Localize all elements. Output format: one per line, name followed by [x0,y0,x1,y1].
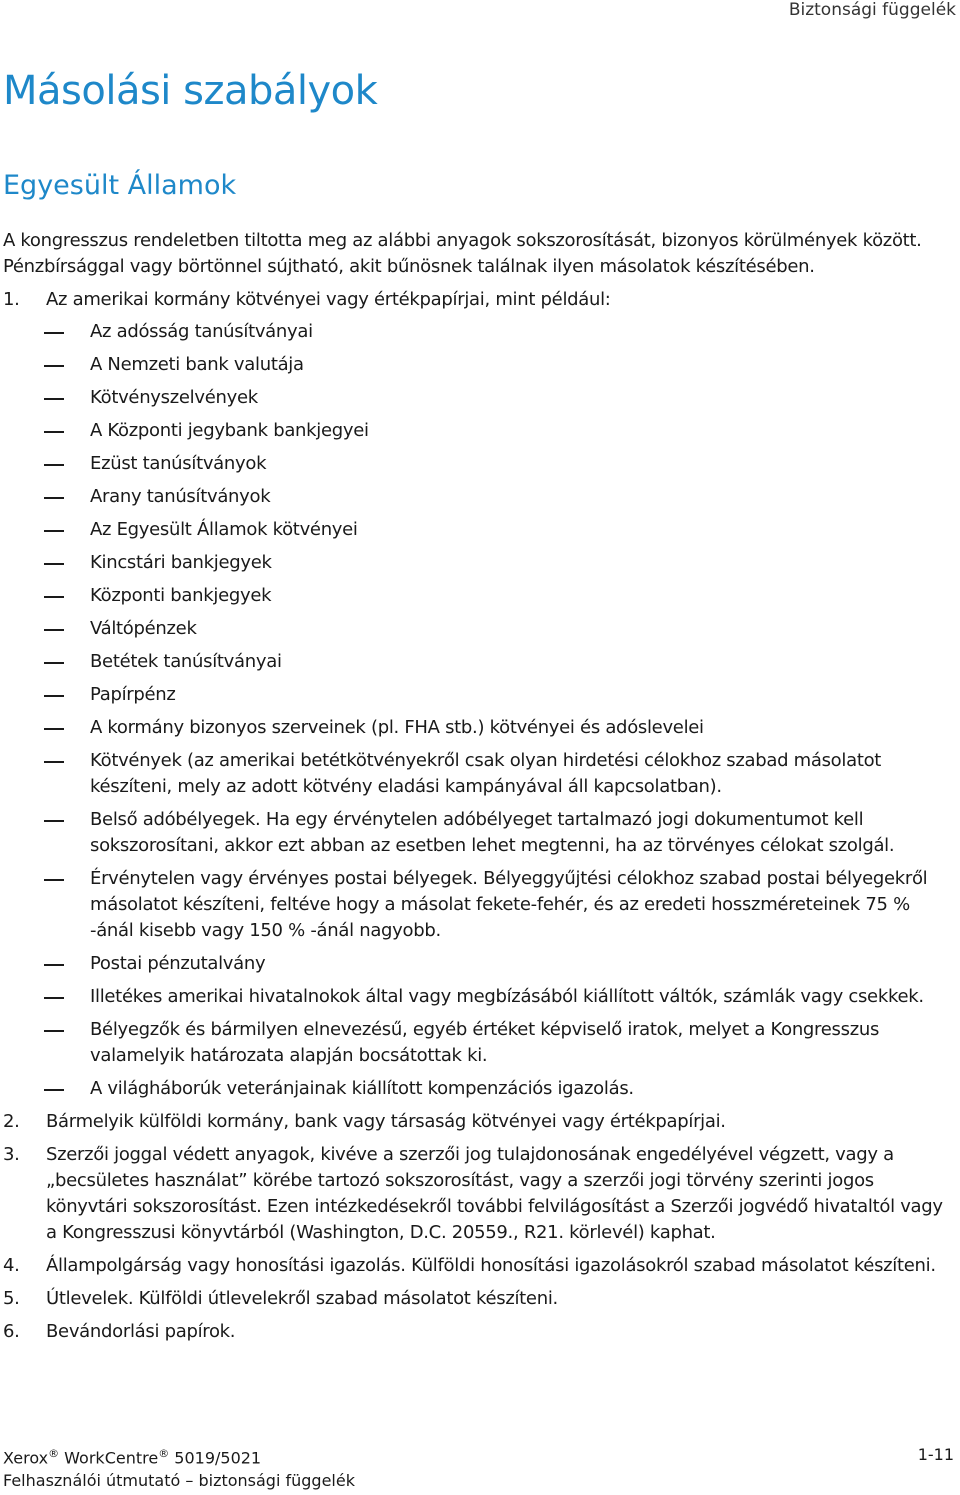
list-item: Érvénytelen vagy érvényes postai bélyegek. Bélyeggyűjtési célokhoz szabad postai bélyegekről másolatot készíteni, feltéve hogy a másolat fekete-fehér, és az eredeti hosszméreteinek 75 % -ánál kisebb vagy 150 % -ánál nagyobb. [0,866,960,944]
section-title: Egyesült Államok [3,170,237,201]
item-text: Útlevelek. Külföldi útlevelekről szabad másolatot készíteni. [46,1288,558,1309]
list-item: A Nemzeti bank valutája [0,352,960,378]
dash-bullet [44,1030,64,1032]
item-number: 5. [3,1288,20,1309]
footer-guide-title: Felhasználói útmutató – biztonsági függelék [3,1471,355,1490]
item-text: Állampolgárság vagy honosítási igazolás. Külföldi honosítási igazolásokról szabad másolatot készíteni. [46,1255,936,1276]
dash-bullet [44,530,64,532]
item-number: 4. [3,1255,20,1276]
item-text: Bevándorlási papírok. [46,1321,236,1342]
page-title: Másolási szabályok [3,68,378,114]
list-item: Betétek tanúsítványai [0,649,960,675]
dash-bullet [44,629,64,631]
intro-paragraph: A kongresszus rendeletben tiltotta meg az alábbi anyagok sokszorosítását, bizonyos körülmények között. Pénzbírsággal vagy börtönnel sújtható, akit bűnösnek találnak ilyen másolatok készítésében. [3,230,922,277]
list-item: Az Egyesült Államok kötvényei [0,517,960,543]
list-item: Arany tanúsítványok [0,484,960,510]
item-number: 1. [3,289,20,310]
dash-bullet [44,761,64,763]
list-item: Az adósság tanúsítványai [0,319,960,345]
item-number: 2. [3,1111,20,1132]
dash-bullet [44,964,64,966]
dash-bullet [44,1089,64,1091]
dash-bullet [44,879,64,881]
brand-name: Xerox [3,1448,49,1468]
list-item: Papírpénz [0,682,960,708]
dash-bullet [44,728,64,730]
dash-bullet [44,662,64,664]
dash-bullet [44,997,64,999]
list-item: Illetékes amerikai hivatalnokok által vagy megbízásából kiállított váltók, számlák vagy csekkek. [0,984,960,1010]
list-item: Kötvényszelvények [0,385,960,411]
list-item: Bélyegzők és bármilyen elnevezésű, egyéb értéket képviselő iratok, melyet a Kongresszus valamelyik határozata alapján bocsátottak ki. [0,1017,960,1069]
item-text: Szerzői joggal védett anyagok, kivéve a szerzői jog tulajdonosának engedélyével végzett, vagy a „becsületes használat” körébe tartozó sokszorosítást, vagy a szerzői jogi törvény szerinti jogos könyvtári sokszorosítást. Ezen intézkedésekről további felvilágosítást a Szerzői jogvédő hivataltól vagy a Kongresszusi könyvtárból (Washington, D.C. 20559., R21. körlevél) kaphat. [46,1144,943,1243]
dash-bullet [44,695,64,697]
registered-mark: ® [48,1447,60,1460]
list-item: A világháborúk veteránjainak kiállított kompenzációs igazolás. [0,1076,960,1102]
list-item: Kincstári bankjegyek [0,550,960,576]
list-item: Kötvények (az amerikai betétkötvényekről csak olyan hirdetési célokhoz szabad másolatot készíteni, mely az adott kötvény eladási kampányával áll kapcsolatban). [0,748,960,800]
item-number: 6. [3,1321,20,1342]
dash-bullet [44,820,64,822]
item-number: 3. [3,1144,20,1165]
footer-product [3,1447,261,1467]
dash-bullet [44,464,64,466]
item-text: Az amerikai kormány kötvényei vagy értékpapírjai, mint például: [46,289,611,310]
dash-bullet [44,563,64,565]
dash-bullet [44,332,64,334]
model-number: 5019/5021 [174,1448,262,1468]
list-item-1 [0,287,960,313]
running-header: Biztonsági függelék [788,0,956,20]
list-item-4 [0,1253,960,1279]
dash-bullet [44,596,64,598]
dash-bullet [44,497,64,499]
registered-mark: ® [158,1447,170,1460]
list-item-5 [0,1286,960,1312]
dash-bullet [44,398,64,400]
list-item-3 [0,1142,960,1246]
list-item-6 [0,1319,960,1345]
list-item: Postai pénzutalvány [0,951,960,977]
dash-bullet [44,431,64,433]
list-item-2 [0,1109,960,1135]
list-item: A Központi jegybank bankjegyei [0,418,960,444]
list-item: Belső adóbélyegek. Ha egy érvénytelen adóbélyeget tartalmazó jogi dokumentumot kell sokszorosítani, akkor ezt abban az esetben lehet megtenni, ha az törvényes célokat szolgál. [0,807,960,859]
item-text: Bármelyik külföldi kormány, bank vagy társaság kötvényei vagy értékpapírjai. [46,1111,726,1132]
list-item: A kormány bizonyos szerveinek (pl. FHA stb.) kötvényei és adóslevelei [0,715,960,741]
list-item: Központi bankjegyek [0,583,960,609]
numbered-list [0,287,960,1345]
product-name: WorkCentre [64,1448,159,1468]
dash-bullet [44,365,64,367]
list-item: Váltópénzek [0,616,960,642]
list-item: Ezüst tanúsítványok [0,451,960,477]
sub-list [0,319,960,1102]
page-number: 1-11 [917,1445,954,1464]
